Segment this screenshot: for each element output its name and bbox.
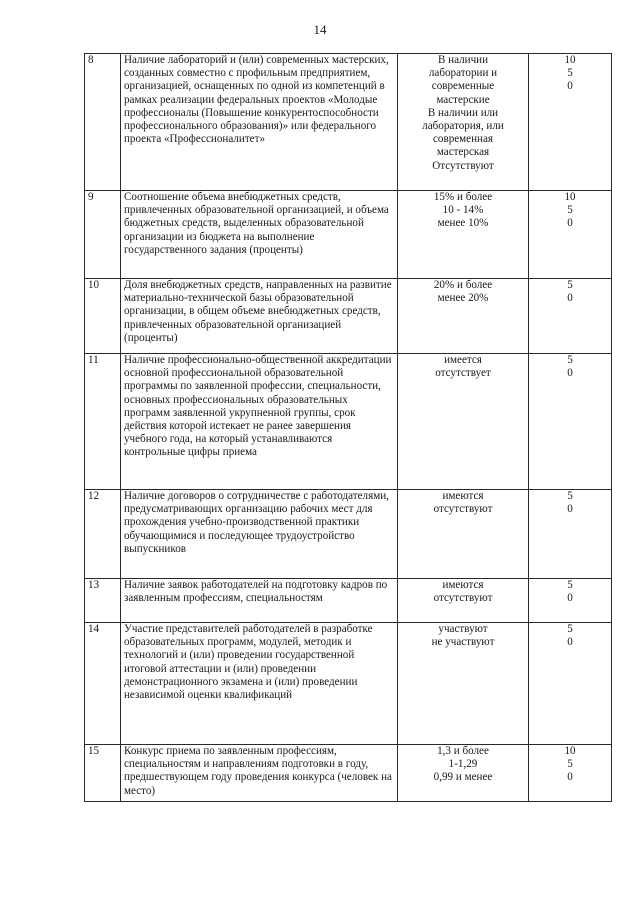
value-option: отсутствуют: [433, 592, 493, 605]
points-cell: [529, 191, 612, 279]
value-option: не участвуют: [431, 636, 495, 649]
row-number: 15: [85, 745, 121, 802]
value-option: В наличии: [437, 54, 489, 66]
criterion-text: Соотношение объема внебюджетных средств, привлеченных образовательной организацией, и объема бюджетных средств, выделенных образовательной организации из бюджета на выполнение государственного задания (проценты): [121, 191, 398, 279]
row-number: 13: [85, 579, 121, 623]
value-option: 15% и более: [433, 191, 493, 203]
criterion-text: Наличие договоров о сотрудничестве с работодателями, предусматривающих организацию рабочих мест для прохождения учебно-производственной практики обучающимися и последующее трудоустройство выпускников: [121, 490, 398, 579]
value-option: отсутствуют: [433, 503, 493, 516]
value-option: лаборатория, или: [422, 120, 504, 133]
points-cell: [529, 279, 612, 354]
criteria-table-body: [85, 54, 612, 802]
row-number: 8: [85, 54, 121, 191]
value-option: мастерские: [436, 93, 490, 106]
value-option: В наличии или: [427, 106, 499, 119]
value-cell: [398, 354, 529, 490]
table-row: [85, 745, 612, 802]
value-option: современные: [431, 80, 495, 93]
points-value: 10: [564, 54, 576, 66]
table-row: [85, 623, 612, 745]
points-value: 5: [567, 67, 573, 80]
value-option: имеются: [442, 579, 484, 591]
criterion-text: Наличие заявок работодателей на подготовку кадров по заявленным профессиям, специальностям: [121, 579, 398, 623]
value-option: 20% и более: [433, 279, 493, 291]
points-value: 10: [564, 191, 576, 203]
value-cell: [398, 490, 529, 579]
table-row: [85, 579, 612, 623]
points-value: 0: [567, 503, 573, 516]
criterion-text: Наличие лабораторий и (или) современных мастерских, созданных совместно с профильным предприятием, организацией, оснащенных по одной из компетенций в рамках реализации федеральных проектов «Молодые профессионалы (Повышение конкурентоспособности профессионального образования)» или федерального проекта «Профессионалитет»: [121, 54, 398, 191]
points-value: 0: [567, 80, 573, 93]
value-cell: [398, 191, 529, 279]
points-value: 0: [567, 292, 573, 305]
value-option: 0,99 и менее: [433, 771, 493, 784]
value-cell: [398, 579, 529, 623]
criterion-text: Наличие профессионально-общественной аккредитации основной профессиональной образовательной программы по заявленной профессии, специальности, основных профессиональных образовательных программ заявленной укрупненной группы, срок действия которой истекает не ранее завершения учебного года, на который устанавливаются контрольные цифры приема: [121, 354, 398, 490]
criteria-table: [84, 53, 612, 802]
row-number: 9: [85, 191, 121, 279]
criterion-text: Доля внебюджетных средств, направленных на развитие материально-технической базы образовательной организации, в общем объеме внебюджетных средств, привлеченных образовательной организацией (проценты): [121, 279, 398, 354]
points-value: 5: [567, 354, 573, 366]
value-cell: [398, 279, 529, 354]
value-option: менее 20%: [437, 292, 489, 305]
points-value: 5: [567, 758, 573, 771]
row-number: 14: [85, 623, 121, 745]
page-number: 14: [313, 22, 327, 37]
points-value: 5: [567, 579, 573, 591]
value-option: имеются: [442, 490, 484, 502]
points-value: 5: [567, 623, 573, 635]
points-cell: [529, 623, 612, 745]
value-option: 10 - 14%: [442, 204, 484, 217]
row-number: 10: [85, 279, 121, 354]
table-row: [85, 490, 612, 579]
value-cell: [398, 745, 529, 802]
points-value: 5: [567, 279, 573, 291]
points-value: 0: [567, 636, 573, 649]
table-row: [85, 191, 612, 279]
points-cell: [529, 745, 612, 802]
criterion-text: Участие представителей работодателей в разработке образовательных программ, модулей, методик и технологий и (или) проведении государственной итоговой аттестации и (или) проведении демонстрационного экзамена и (или) проведении независимой оценки квалификаций: [121, 623, 398, 745]
value-option: 1,3 и более: [437, 745, 489, 757]
points-cell: [529, 490, 612, 579]
table-row: [85, 54, 612, 191]
points-value: 0: [567, 217, 573, 230]
value-option: 1-1,29: [448, 758, 478, 771]
points-value: 5: [567, 490, 573, 502]
value-option: лаборатории и: [428, 67, 498, 80]
points-cell: [529, 354, 612, 490]
value-option: имеется: [444, 354, 482, 366]
table-row: [85, 279, 612, 354]
row-number: 11: [85, 354, 121, 490]
table-row: [85, 354, 612, 490]
value-cell: [398, 623, 529, 745]
points-value: 0: [567, 771, 573, 784]
points-cell: [529, 54, 612, 191]
value-option: Отсутствуют: [432, 159, 494, 172]
points-value: 5: [567, 204, 573, 217]
value-option: участвуют: [438, 623, 488, 635]
points-cell: [529, 579, 612, 623]
value-option: менее 10%: [437, 217, 489, 230]
value-option: отсутствует: [435, 367, 491, 380]
value-option: мастерская: [436, 146, 490, 159]
value-option: современная: [432, 133, 494, 146]
points-value: 10: [564, 745, 576, 757]
value-cell: [398, 54, 529, 191]
points-value: 0: [567, 592, 573, 605]
row-number: 12: [85, 490, 121, 579]
points-value: 0: [567, 367, 573, 380]
criterion-text: Конкурс приема по заявленным профессиям, специальностям и направлениям подготовки в году, предшествующем году проведения конкурса (человек на место): [121, 745, 398, 802]
